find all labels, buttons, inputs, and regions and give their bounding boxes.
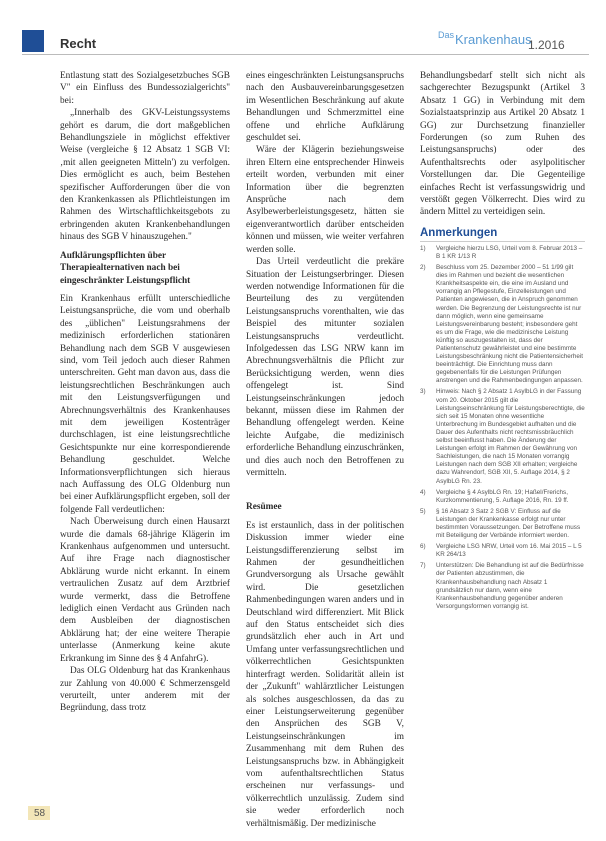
footnote-number: 6) xyxy=(420,543,426,551)
section-marker-square xyxy=(22,30,44,52)
footnote-number: 7) xyxy=(420,562,426,570)
page-number: 58 xyxy=(34,808,46,819)
page-header xyxy=(0,30,606,58)
text-column-middle xyxy=(246,70,404,830)
paragraph: Ein Krankenhaus erfüllt unterschiedliche Leistungsansprüche, die vom und oberhalb des „üblichen" Leistungsrahmens der medizinisch erforderlichen stationären Behandlung nach dem SGB V ausgewiesen sind, vom Teil jedoch auch dieser Rahmen unterschreiten. Geht man davon aus, dass die leistungsrechtlichen Beschränkungen auch mit den Leistungsverfügungen und Abrechnungsverhältnis des Krankenhauses mit dem jeweiligen Kostenträger durchschlagen, ist eine leistungsrechtliche Gesichtspunkte nur eine korrespondierende Behandlung geschuldet. Welche Informationsverpflichtungen sich hieraus nach Auffassung des OLG Oldenburg nun bei einer Aufklärungspflicht ergeben, soll der folgende Fall verdeutlichen: xyxy=(60,293,230,515)
logo-name: Krankenhaus xyxy=(455,32,532,47)
footnote xyxy=(420,543,585,559)
text-column-right xyxy=(420,70,585,611)
footnote-number: 5) xyxy=(420,507,426,515)
footnote xyxy=(420,245,585,261)
paragraph: Nach Überweisung durch einen Hausarzt wurde die damals 68-jährige Klägerin im Krankenhaus aufgenommen und untersucht. Auf ihre Frage nach diagnostischer Abklärung wurde nicht erkannt. In einem vertraulichen Zusatz auf dem Arztbrief wurde vermerkt, dass die Betroffene lediglich einen Verdacht aus Gründen nach dem Ausbleiben der diagnostischen Abklärung hat; der eine weitere Therapie unterlasse (Anmerkung keine akute Erkrankung im Sinne des § 4 AnfahrG). xyxy=(60,517,230,664)
footnote-text: Unterstützen: Die Behandlung ist auf die Bedürfnisse der Patienten abzustimmen, die Krankenhausbehandlung nach Absatz 1 grundsätzlich nur dann, wenn eine Krankenhausbehandlung gegenüber anderen Versorgungsformen vorrangig ist. xyxy=(436,562,584,610)
text-column-left xyxy=(60,70,230,715)
footnote xyxy=(420,489,585,505)
subheading-summary: Resümee xyxy=(246,502,282,513)
header-divider xyxy=(22,54,589,55)
footnote-text: Vergleiche hierzu LSG, Urteil vom 8. Februar 2013 – B 1 KR 1/13 R xyxy=(436,244,583,260)
footnote-text: Hinweis: Nach § 2 Absatz 1 AsylbLG in der Fassung vom 20. Oktober 2015 gilt die Leistungseinschränkung für Leistungsberechtigte, die sich seit 15 Monaten ohne wesentliche Unterbrechung im Bundesgebiet aufhalten und die Dauer des Aufenthalts nicht rechtsmissbräuchlich selbst beeinflusst haben. Die Änderung der Leistungen erfolgt im Rahmen der Gewährung von Sachleistungen, die nach 15 Monaten vorrangig Leistungen nach dem SGB XII erhalten; vergleiche dazu Wahrendorf, SGB XII, 5. Auflage 2014, § 2 AsylbLG Rn. 23. xyxy=(436,388,585,485)
subheading: Aufklärungspflichten über Therapiealternativen nach bei eingeschränkter Leistungspflicht xyxy=(60,250,191,286)
footnote-text: Beschluss vom 25. Dezember 2000 – 51 1/99 gilt dies im Rahmen und bezieht die wesentlichen Krankheitsaspekte ein, die eine im Ausland und vorrangig an Pflegestufe, Einzelleistungen und Patienten angewiesen, die in Anspruch genommen werden. Die Begrenzung der Leistungsrechte ist nur dann möglich, wenn eine gemeinsame Leistungsvereinbarung besteht; insbesondere geht es um die Frage, wie die medizinische Leistung künftig so auszugestalten ist, dass der Patientenschutz gewährleistet und eine bestimmte Leistungsbeschränkung nicht die Patientensicherheit beeinträchtigt. Die Einrichtung muss dann gegebenenfalls für die Leistungen Prüfungen anstrengen und die Rahmenbedingungen anpassen. xyxy=(436,264,584,385)
section-title: Recht xyxy=(60,36,97,51)
notes-heading: Anmerkungen xyxy=(420,227,585,242)
paragraph: Das OLG Oldenburg hat das Krankenhaus zur Zahlung von 40.000 € Schmerzensgeld verurteilt, unter anderem mit der Begründung, dass trotz xyxy=(60,666,230,714)
issue-number: 1.2016 xyxy=(528,38,565,52)
paragraph: Wäre der Klägerin beziehungsweise ihren Eltern eine entsprechender Hinweis erteilt worden, verbunden mit einer Information über die begrenzten Ansprüche nach dem Asylbewerberleistungsgesetz, hätten sie eigenverantwortlich darüber entscheiden können und müssen, wie weiter verfahren werden solle. xyxy=(246,145,404,255)
paragraph: Das Urteil verdeutlicht die prekäre Situation der Leistungserbringer. Diesen werden notwendige Informationen für die Beurteilung des zu vergütenden Leistungsanspruchs vorenthalten, wie das Beispiel des mitunter sozialen Leistungsanspruchs verdeutlicht. Infolgedessen das LSG NRW kann im Abrechnungsverhältnis die Pflicht zur Berücksichtigung werden, wenn dies offengelegt ist. Sind Leistungseinschränkungen jedoch bekannt, müssen diese im Rahmen der Behandlung offengelegt werden. Keine leichte Aufgabe, die medizinisch erforderliche Behandlung einzuschränken, und dies auch noch den Betroffenen zu vermitteln. xyxy=(246,257,404,478)
footnote-number: 1) xyxy=(420,244,426,252)
logo-prefix: Das xyxy=(438,30,455,40)
footnote-number: 4) xyxy=(420,488,426,496)
footnote xyxy=(420,388,585,485)
footnote xyxy=(420,264,585,385)
paragraph: eines eingeschränkten Leistungsanspruchs nach den Ausbauvereinbarungsgesetzen im Wesentlichen Beschränkung auf akute Behandlungen und Schmerzmittel eine offene und ehrliche Aufklärung geschuldet sei. xyxy=(246,71,404,144)
paragraph: Behandlungsbedarf stellt sich nicht als sachgerechter Bezugspunkt (Artikel 3 Absatz 1 GG) in Verbindung mit dem Sozialstaatsprinzip aus Artikel 20 Absatz 1 GG) zur Durchsetzung finanzieller Forderungen (so zum Ruhen des Leistungsanspruchs) oder des Aufenthaltsrechts oder asylpolitischer Vorstellungen dar. Die Gegenteilige einfaches Recht ist verfassungswidrig und verstößt gegen Völkerrecht. Dies wird zu ändern Mittel zu verteidigen sein. xyxy=(420,71,585,218)
footnote-text: Vergleiche LSG NRW, Urteil vom 16. Mai 2015 – L 5 KR 264/13 xyxy=(436,543,582,559)
footnote xyxy=(420,508,585,540)
footnote-text: § 16 Absatz 3 Satz 2 SGB V: Einfluss auf die Leistungen der Krankenkasse erfolgt nur unter bestimmten Voraussetzungen. Der Betroffene muss mit Beteiligung der Verbände informiert werden. xyxy=(436,507,581,540)
footnote-text: Vergleiche § 4 AsylbLG Rn. 19; Haßel/Frerichs, Kurzkommentierung, 5. Auflage 2016, Rn. 19 ff. xyxy=(436,488,569,504)
footnote-number: 3) xyxy=(420,388,426,396)
quote-paragraph: „Innerhalb des GKV-Leistungssystems gehört es darum, die dort maßgeblichen Behandlungsziele in möglichst effektiver Weise (vergleiche § 12 Absatz 1 SGB VI: ‚mit allen geeigneten Mitteln') zu verfolgen. Dies ermöglicht es auch, beim Bestehen spezifischer Aufforderungen über die von den Krankenkassen als Pflichtleistungen im Rahmen des Wirtschaftlichkeitsgebots zu erbringenden akuten Krankenbehandlungen hinaus des SGB V hinauszugehen." xyxy=(60,108,230,243)
footnote-number: 2) xyxy=(420,264,426,272)
journal-logo xyxy=(438,32,532,47)
paragraph: Es ist erstaunlich, dass in der politischen Diskussion immer wieder eine Leistungsdifferenzierung selbst im Rahmen der gesundheitlichen Grundversorgung als Ursache gewählt wird. Die gesetzlichen Rahmenbedingungen waren anders und in Deutschland wird differenziert. Mit Blick auf den Status entscheidet sich dies grundsätzlich eher auch in Art und Umfang unter verfassungsrechtlichen und völkerrechtlichen Gesichtspunkten hinterfragt werden. Solidarität allein ist der „Zukunft" wahlärztlicher Leistungen als solches ausgeschlossen, da das zu einer Leistungserweiterung gegenüber den Ansprüchen des SGB V, Leistungseinschränkungen im Zusammenhang mit dem Ruhen des Leistungsanspruchs bzw. in Abhängigkeit vom aufenthaltsrechtlichen Status erscheinen nur verfassungs- und völkerrechtlich unzulässig. Zudem sind sie weder erforderlich noch verhältnismäßig. Der medizinische xyxy=(246,520,404,829)
notes-list xyxy=(420,245,585,611)
footnote xyxy=(420,562,585,611)
paragraph: Entlastung statt des Sozialgesetzbuches SGB V" ein Einfluss des Bundessozialgerichts" bei: xyxy=(60,71,230,106)
